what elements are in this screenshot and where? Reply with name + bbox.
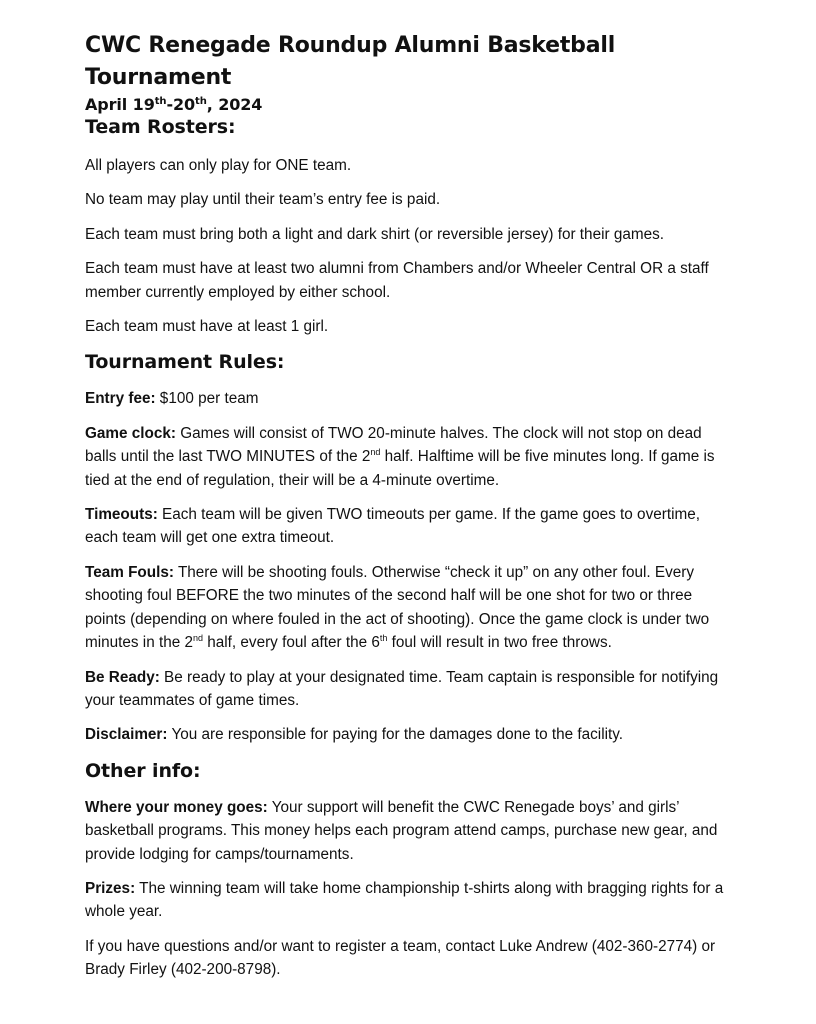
money-info: Where your money goes: Your support will benefit the CWC Renegade boys’ and girls’ basketball programs. This money helps each program attend camps, purchase new gear, and provide lodging for camps/tournaments. [85, 798, 718, 863]
contact-info: If you have questions and/or want to register a team, contact Luke Andrew (402-360-2774) or Brady Firley (402-200-8798). [85, 937, 716, 979]
tournament-rules-heading: Tournament Rules: [85, 351, 285, 374]
game-clock-rule: Game clock: Games will consist of TWO 20-minute halves. The clock will not stop on dead balls until the last TWO MINUTES of the 2nd half. Halftime will be five minutes long. If game is tied at the end of regulation, their will be a 4-minute overtime. [85, 424, 715, 489]
roster-rule: All players can only play for ONE team. [85, 157, 352, 174]
timeouts-rule: Timeouts: Each team will be given TWO timeouts per game. If the game goes to overtime, each team will get one extra timeout. [85, 506, 700, 547]
team-fouls-rule: Team Fouls: There will be shooting fouls. Otherwise “check it up” on any other foul. Every shooting foul BEFORE the two minutes of the second half will be one shot for two or three points (depending on where fouled in the act of shooting). Once the game clock is under two minutes in the 2nd half, every foul after the 6th foul will result in two free throws. [85, 563, 710, 652]
roster-rule: Each team must have at least 1 girl. [85, 318, 329, 336]
tournament-dates: April 19th-20th, 2024 [85, 95, 263, 114]
roster-rule: Each team must bring both a light and dark shirt (or reversible jersey) for their games. [85, 225, 664, 243]
team-rosters-heading: Team Rosters: [85, 116, 236, 138]
be-ready-rule: Be Ready: Be ready to play at your designated time. Team captain is responsible for notifying your teammates of game times. [85, 668, 719, 709]
document-title: CWC Renegade Roundup Alumni Basketball Tournament [85, 33, 616, 90]
document-page [85, 30, 735, 993]
entry-fee-rule: Entry fee: $100 per team [85, 390, 259, 408]
other-info-heading: Other info: [85, 759, 201, 782]
disclaimer-rule: Disclaimer: You are responsible for paying for the damages done to the facility. [85, 726, 623, 744]
roster-rule: No team may play until their team’s entry fee is paid. [85, 191, 441, 209]
roster-rule: Each team must have at least two alumni from Chambers and/or Wheeler Central OR a staff member currently employed by either school. [85, 260, 709, 301]
prizes-info: Prizes: The winning team will take home championship t-shirts along with bragging rights for a whole year. [85, 879, 724, 921]
